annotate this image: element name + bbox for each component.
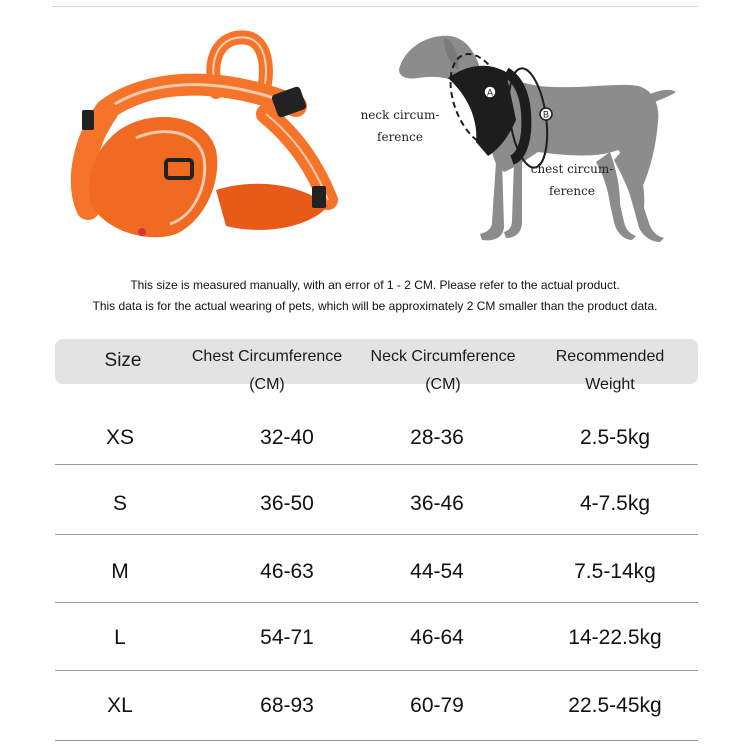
marker-a xyxy=(484,86,496,98)
table-row xyxy=(55,604,698,672)
neck-label-line2: ference xyxy=(377,130,423,144)
header-chest-unit: (CM) xyxy=(249,376,285,393)
header-neck: Neck Circumference xyxy=(370,348,516,365)
cell-chest: 36-50 xyxy=(260,492,314,515)
harness-image xyxy=(66,30,342,252)
row-divider xyxy=(55,740,698,741)
cell-weight: 22.5-45kg xyxy=(568,694,662,717)
cell-neck: 60-79 xyxy=(410,694,464,717)
measurement-note: This size is measured manually, with an error of 1 - 2 CM. Please refer to the actual product. xyxy=(130,278,620,292)
marker-b xyxy=(540,108,552,120)
marker-a-label: A xyxy=(486,87,494,98)
row-divider xyxy=(55,670,698,671)
table-row xyxy=(55,404,698,472)
cell-neck: 46-64 xyxy=(410,626,464,649)
cell-size: XS xyxy=(105,426,134,449)
cell-chest: 46-63 xyxy=(260,560,314,583)
cell-chest: 32-40 xyxy=(260,426,314,449)
row-divider xyxy=(55,602,698,603)
top-divider xyxy=(52,6,698,7)
cell-chest: 54-71 xyxy=(260,626,314,649)
cell-size: S xyxy=(112,492,127,515)
cell-size: L xyxy=(114,626,126,649)
table-row xyxy=(55,538,698,606)
marker-b-label: B xyxy=(542,109,550,120)
chest-label-line2: ference xyxy=(549,184,595,198)
chest-circumference-label xyxy=(524,158,620,202)
neck-label-line1: neck circum- xyxy=(360,108,440,122)
cell-weight: 14-22.5kg xyxy=(568,626,662,649)
neck-circumference-label xyxy=(352,104,448,148)
header-weight-line2: Weight xyxy=(585,376,635,393)
row-divider xyxy=(55,464,698,465)
table-row xyxy=(55,470,698,538)
header-chest: Chest Circumference xyxy=(191,348,343,365)
wearing-note: This data is for the actual wearing of pets, which will be approximately 2 CM smaller than the product data. xyxy=(92,299,658,313)
cell-neck: 28-36 xyxy=(410,426,464,449)
header-weight-line1: Recommended xyxy=(555,348,665,365)
cell-weight: 4-7.5kg xyxy=(579,492,651,515)
header-size: Size xyxy=(104,350,142,371)
row-divider xyxy=(55,534,698,535)
cell-size: M xyxy=(111,560,129,583)
cell-chest: 68-93 xyxy=(260,694,314,717)
cell-neck: 44-54 xyxy=(410,560,464,583)
cell-weight: 7.5-14kg xyxy=(574,560,656,583)
cell-weight: 2.5-5kg xyxy=(579,426,651,449)
chest-label-line1: chest circum- xyxy=(530,162,614,176)
cell-size: XL xyxy=(107,694,133,717)
cell-neck: 36-46 xyxy=(410,492,464,515)
header-neck-unit: (CM) xyxy=(425,376,461,393)
table-row xyxy=(55,672,698,740)
